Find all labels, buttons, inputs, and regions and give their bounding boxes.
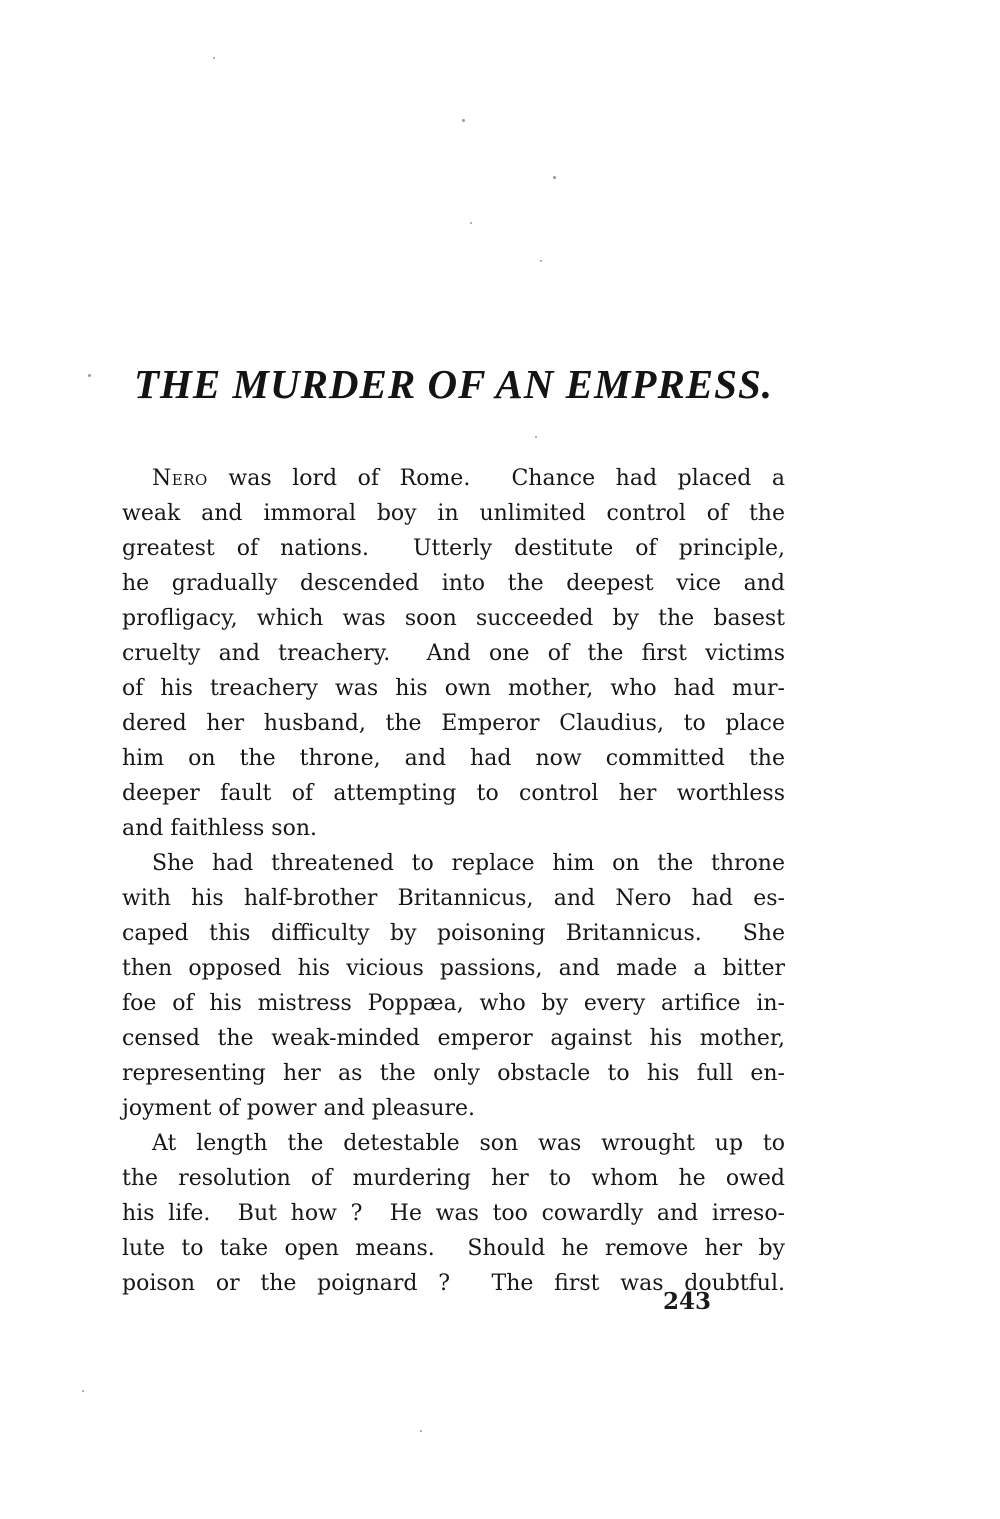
chapter-title: THE MURDER OF AN EMPRESS. bbox=[133, 361, 774, 407]
text-block bbox=[122, 461, 785, 1301]
page-number: 243 bbox=[663, 1288, 712, 1315]
text-line: him on the throne, and had now committed the bbox=[122, 746, 785, 771]
text-line: Nero was lord of Rome. Chance had placed a bbox=[152, 466, 785, 491]
scan-speck bbox=[88, 374, 91, 377]
text-line: caped this difficulty by poisoning Britannicus. She bbox=[122, 921, 785, 946]
text-line: his life. But how ? He was too cowardly and irreso- bbox=[122, 1201, 785, 1226]
text-line: She had threatened to replace him on the throne bbox=[152, 851, 785, 876]
text-line: foe of his mistress Poppæa, who by every artifice in- bbox=[122, 991, 785, 1016]
text-line: dered her husband, the Emperor Claudius, to place bbox=[122, 711, 785, 736]
scan-speck bbox=[82, 1390, 84, 1392]
text-line: lute to take open means. Should he remove her by bbox=[122, 1236, 785, 1261]
scan-speck bbox=[462, 119, 465, 122]
smallcaps-word: Nero bbox=[152, 466, 208, 491]
text-line: with his half-brother Britannicus, and Nero had es- bbox=[122, 886, 785, 911]
scan-speck bbox=[535, 436, 537, 438]
text-line: censed the weak-minded emperor against his mother, bbox=[122, 1026, 785, 1051]
text-line: the resolution of murdering her to whom he owed bbox=[122, 1166, 785, 1191]
text-line: then opposed his vicious passions, and made a bitter bbox=[122, 956, 785, 981]
scan-speck bbox=[540, 260, 542, 262]
text-line: greatest of nations. Utterly destitute of principle, bbox=[122, 536, 785, 561]
text-line: and faithless son. bbox=[122, 816, 317, 841]
text-line: cruelty and treachery. And one of the first victims bbox=[122, 641, 785, 666]
paragraph bbox=[122, 846, 785, 1126]
text-line: poison or the poignard ? The first was doubtful. bbox=[122, 1271, 785, 1296]
scan-speck bbox=[213, 57, 215, 59]
scan-speck bbox=[553, 176, 556, 179]
text-line: weak and immoral boy in unlimited control of the bbox=[122, 501, 785, 526]
text-line: joyment of power and pleasure. bbox=[122, 1096, 476, 1121]
paragraph bbox=[122, 1126, 785, 1301]
text-line: representing her as the only obstacle to his full en- bbox=[122, 1061, 785, 1086]
text-line: deeper fault of attempting to control her worthless bbox=[122, 781, 785, 806]
paragraph bbox=[122, 461, 785, 846]
text-line: of his treachery was his own mother, who had mur- bbox=[122, 676, 785, 701]
text-line: profligacy, which was soon succeeded by the basest bbox=[122, 606, 785, 631]
scan-speck bbox=[470, 222, 472, 224]
scan-speck bbox=[420, 1430, 422, 1432]
text-line: At length the detestable son was wrought up to bbox=[152, 1131, 785, 1156]
text-line: he gradually descended into the deepest vice and bbox=[122, 571, 785, 596]
